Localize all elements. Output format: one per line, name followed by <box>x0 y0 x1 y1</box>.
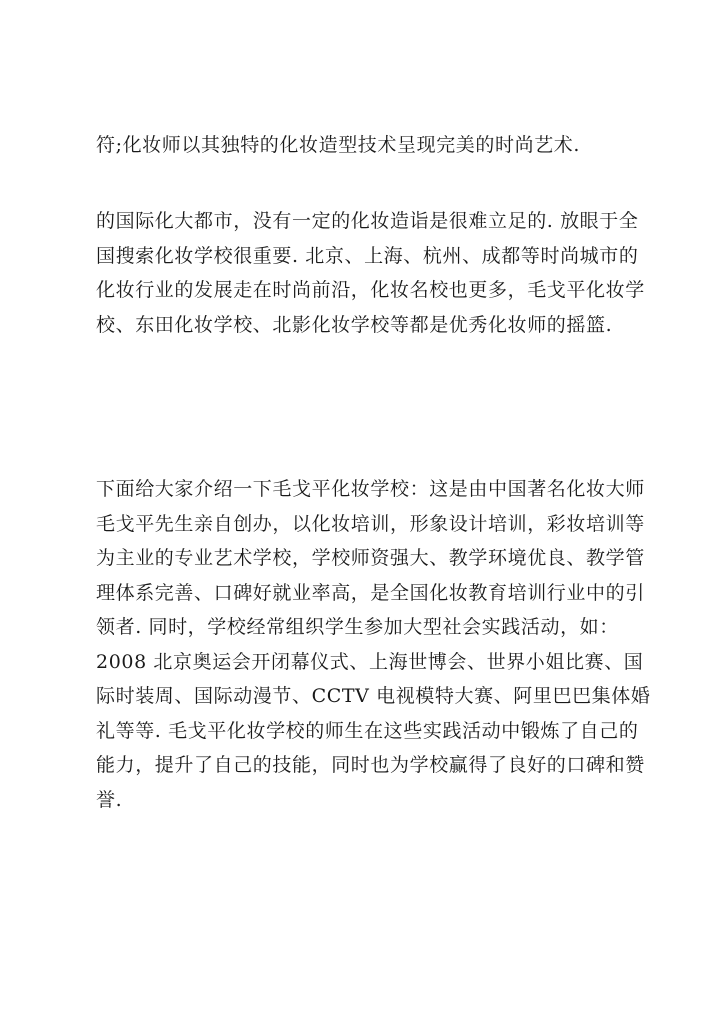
text-line: 国搜索化妆学校很重要. 北京、上海、杭州、成都等时尚城市的 <box>96 244 639 267</box>
paragraph-1 <box>96 128 656 163</box>
text-line: 际时装周、国际动漫节、CCTV 电视模特大赛、阿里巴巴集体婚 <box>96 685 651 707</box>
text-line: 符;化妆师以其独特的化妆造型技术呈现完美的时尚艺术. <box>96 134 581 156</box>
paragraph-3 <box>96 472 656 817</box>
text-line: 能力，提升了自己的技能，同时也为学校赢得了良好的口碑和赞 <box>96 754 645 776</box>
text-line: 2008 北京奥运会开闭幕仪式、上海世博会、世界小姐比赛、国 <box>96 650 644 673</box>
text-line: 化妆行业的发展走在时尚前沿，化妆名校也更多，毛戈平化妆学 <box>96 279 645 301</box>
text-line: 理体系完善、口碑好就业率高，是全国化妆教育培训行业中的引 <box>96 581 645 604</box>
text-line: 礼等等. 毛戈平化妆学校的师生在这些实践活动中锻炼了自己的 <box>96 719 639 742</box>
text-line: 校、东田化妆学校、北影化妆学校等都是优秀化妆师的摇篮. <box>96 313 613 336</box>
text-line: 的国际化大都市，没有一定的化妆造诣是很难立足的. 放眼于全 <box>96 210 639 232</box>
text-line: 下面给大家介绍一下毛戈平化妆学校：这是由中国著名化妆大师 <box>96 478 645 500</box>
text-line: 为主业的专业艺术学校，学校师资强大、教学环境优良、教学管 <box>96 547 645 569</box>
text-line: 毛戈平先生亲自创办，以化妆培训，形象设计培训，彩妆培训等 <box>96 512 645 535</box>
paragraph-2 <box>96 204 656 342</box>
text-line: 誉. <box>96 788 123 811</box>
text-line: 领者. 同时，学校经常组织学生参加大型社会实践活动，如： <box>96 616 619 638</box>
